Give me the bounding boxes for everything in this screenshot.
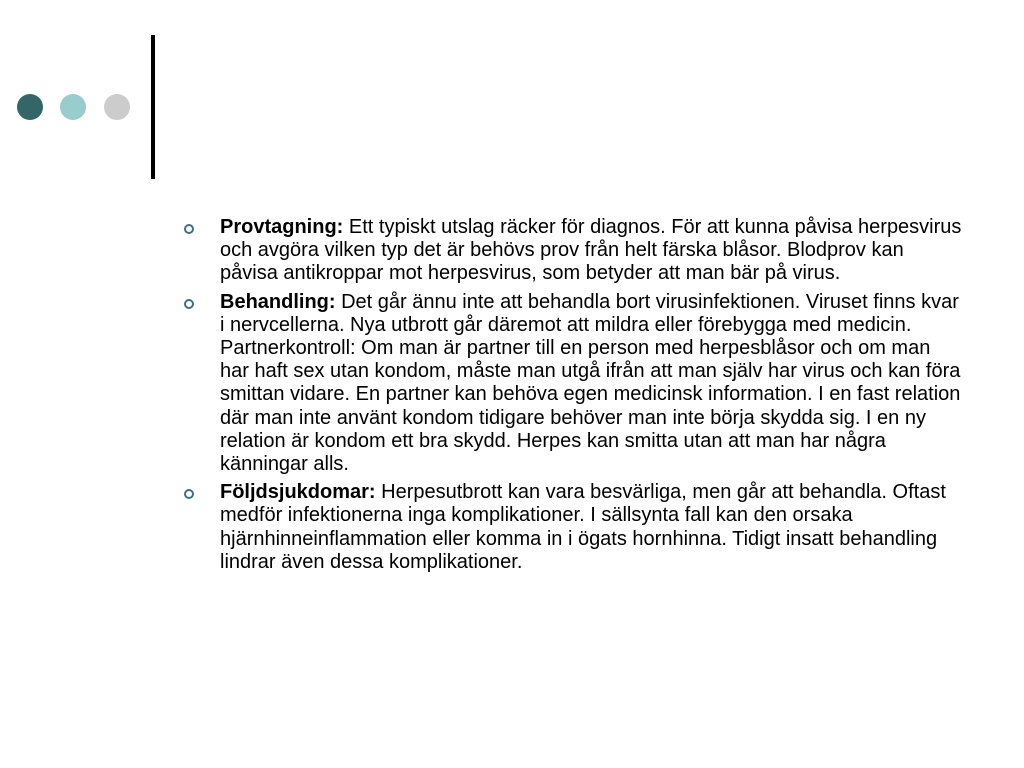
bullet-heading: Behandling:: [220, 290, 336, 313]
bullet-text: Ett typiskt utslag räcker för diagnos. För att kunna påvisa herpesvirus och avgöra vilken typ det är behövs prov från helt färska blåsor. Blodprov kan påvisa antikroppar mot herpesvirus, som betyder att man bär på virus.: [220, 216, 962, 285]
bullet-heading: Provtagning:: [220, 216, 344, 238]
bullet-text: Herpesutbrott kan vara besvärliga, men går att behandla. Oftast medför infektionerna inga komplikationer. I sällsynta fall kan den orsaka hjärnhinneinflammation eller komma in i ögats hornhinna. Tidigt insatt behandling lindrar även dessa komplikationer.: [220, 481, 946, 573]
decorative-dot-light-teal: [60, 94, 86, 120]
bullet-item-provtagning: [182, 216, 962, 286]
decorative-dot-grey: [104, 94, 130, 120]
bullet-heading: Följdsjukdomar:: [220, 481, 376, 504]
bullet-list: [182, 216, 962, 579]
bullet-item-behandling: [182, 291, 962, 477]
bullet-text: Det går ännu inte att behandla bort virusinfektionen. Viruset finns kvar i nervcellerna. Nya utbrott går däremot att mildra eller förebygga med medicin. Partnerkontroll: Om man är partner till en person med herpesblåsor och om man har haft sex utan kondom, måste man utgå ifrån att man själv har virus och kan föra smittan vidare. En partner kan behöva egen medicinsk information. I en fast relation där man inte använt kondom tidigare behöver man inte börja skydda sig. I en ny relation är kondom ett bra skydd. Herpes kan smitta utan att man har några känningar alls.: [220, 290, 961, 476]
bullet-ring-icon: [184, 489, 194, 499]
bullet-ring-icon: [184, 224, 194, 234]
bullet-item-foljdsjukdomar: [182, 481, 962, 574]
title-divider-line: [151, 35, 155, 179]
bullet-ring-icon: [184, 299, 194, 309]
decorative-dot-dark: [17, 94, 43, 120]
